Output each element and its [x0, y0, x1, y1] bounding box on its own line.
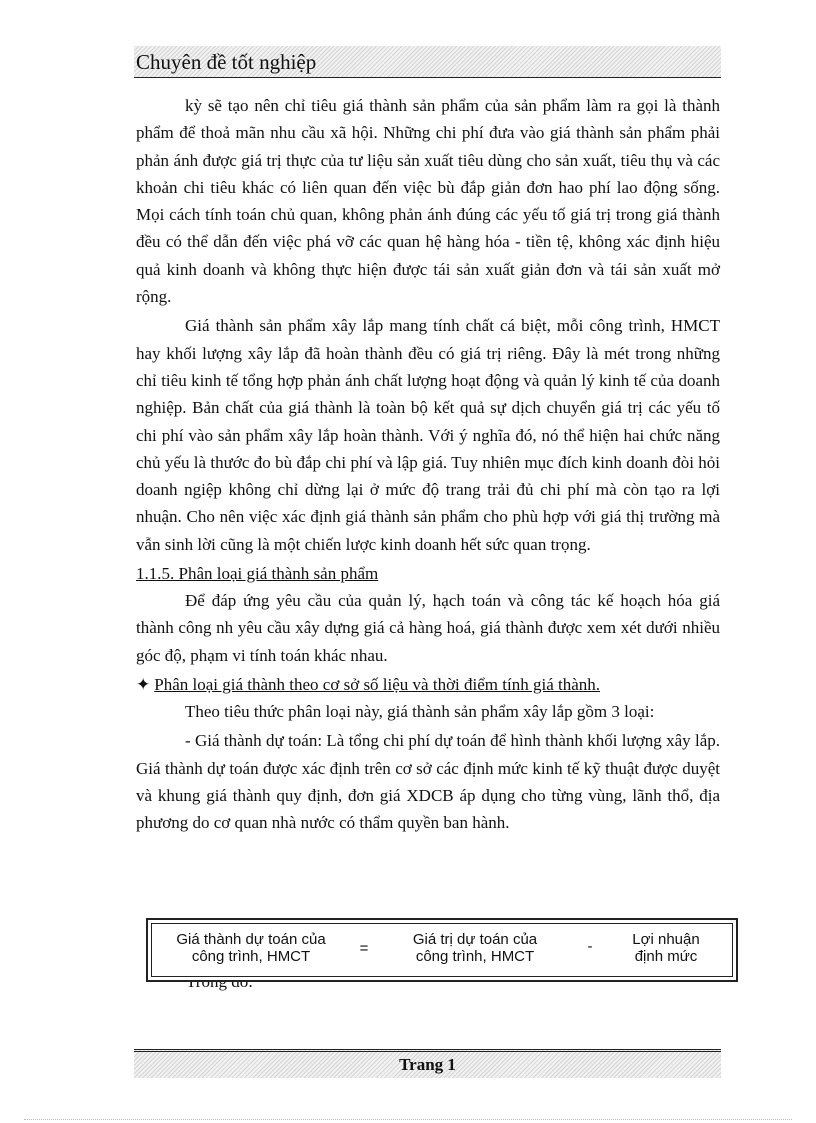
formula-right-line2: định mức: [634, 948, 698, 965]
formula-middle: [394, 931, 556, 965]
page-header: [134, 46, 721, 78]
formula-box: [146, 918, 738, 982]
header-title: Chuyên đề tốt nghiệp: [136, 50, 317, 74]
bullet-heading: [136, 671, 720, 698]
formula-equals: =: [359, 940, 369, 957]
formula-middle-line2: công trình, HMCT: [415, 948, 535, 965]
page-bottom-divider: [24, 1119, 792, 1120]
formula-middle-line1: Giá trị dự toán của: [412, 931, 538, 948]
bullet-heading-text: Phân loại giá thành theo cơ sở số liệu và thời điểm tính giá thành.: [154, 674, 601, 694]
formula-minus: -: [587, 938, 593, 955]
formula-right: [614, 931, 718, 965]
document-body: [136, 92, 720, 838]
page-footer: [134, 1049, 721, 1078]
page-number: Trang 1: [399, 1055, 456, 1074]
formula-left-line1: Giá thành dự toán của: [176, 931, 326, 948]
formula-left: [162, 931, 340, 965]
section-paragraph: Để đáp ứng yêu cầu của quản lý, hạch toán và công tác kế hoạch hóa giá thành công nh yêu cầu xây dựng giá cả hàng hoá, giá thành được xem xét dưới nhiều góc độ, phạm vi tính toán khác nhau.: [136, 591, 720, 665]
estimate-paragraph: - Giá thành dự toán: Là tổng chi phí dự toán để hình thành khối lượng xây lắp. Giá thành dự toán được xác định trên cơ sở các định mức kinh tế kỹ thuật được duyệt và khung giá thành quy định, đơn giá XDCB áp dụng cho từng vùng, lãnh thổ, địa phương do cơ quan nhà nước có thẩm quyền ban hành.: [136, 731, 720, 833]
formula-right-line1: Lợi nhuận: [632, 931, 700, 948]
section-heading: 1.1.5. Phân loại giá thành sản phẩm: [136, 564, 379, 584]
formula-left-line2: công trình, HMCT: [191, 948, 311, 965]
classification-intro: Theo tiêu thức phân loại này, giá thành sản phẩm xây lắp gồm 3 loại:: [185, 701, 655, 721]
diamond-bullet-icon: ✦: [136, 674, 151, 694]
paragraph-1: kỳ sẽ tạo nên chỉ tiêu giá thành sản phẩm của sản phẩm làm ra gọi là thành phẩm để thoả mãn nhu cầu xã hội. Những chi phí đưa vào giá thành sản phẩm phải phản ánh được giá trị thực của tư liệu sản xuất tiêu dùng cho sản xuất, tiêu thụ và các khoản chi tiêu khác có liên quan đến việc bù đắp giản đơn hao phí lao động sống. Mọi cách tính toán chủ quan, không phản ánh đúng các yếu tố giá trị trong giá thành đều có thể dẫn đến việc phá vỡ các quan hệ hàng hóa - tiền tệ, không xác định hiệu quả kinh doanh và không thực hiện được tái sản xuất giản đơn và tái sản xuất mở rộng.: [136, 96, 720, 307]
paragraph-2: Giá thành sản phẩm xây lắp mang tính chất cá biệt, mỗi công trình, HMCT hay khối lượng xây lắp đã hoàn thành đều có giá trị riêng. Đây là mét trong những chỉ tiêu kinh tế tổng hợp phản ánh chất lượng hoạt động và quản lý kinh tế của doanh nghiệp. Bản chất của giá thành là toàn bộ kết quả sự dịch chuyển giá trị các yếu tố chi phí vào sản phẩm xây lắp hoàn thành. Với ý nghĩa đó, nó thể hiện hai chức năng chủ yếu là thước đo bù đắp chi phí và lập giá. Tuy nhiên mục đích kinh doanh đòi hỏi doanh ngiệp không chỉ dừng lại ở mức độ trang trải đủ chi phí mà còn tạo ra lợi nhuận. Cho nên việc xác định giá thành sản phẩm cho phù hợp với giá thị trường mà vẫn sinh lời cũng là một chiến lược kinh doanh hết sức quan trọng.: [136, 316, 720, 554]
